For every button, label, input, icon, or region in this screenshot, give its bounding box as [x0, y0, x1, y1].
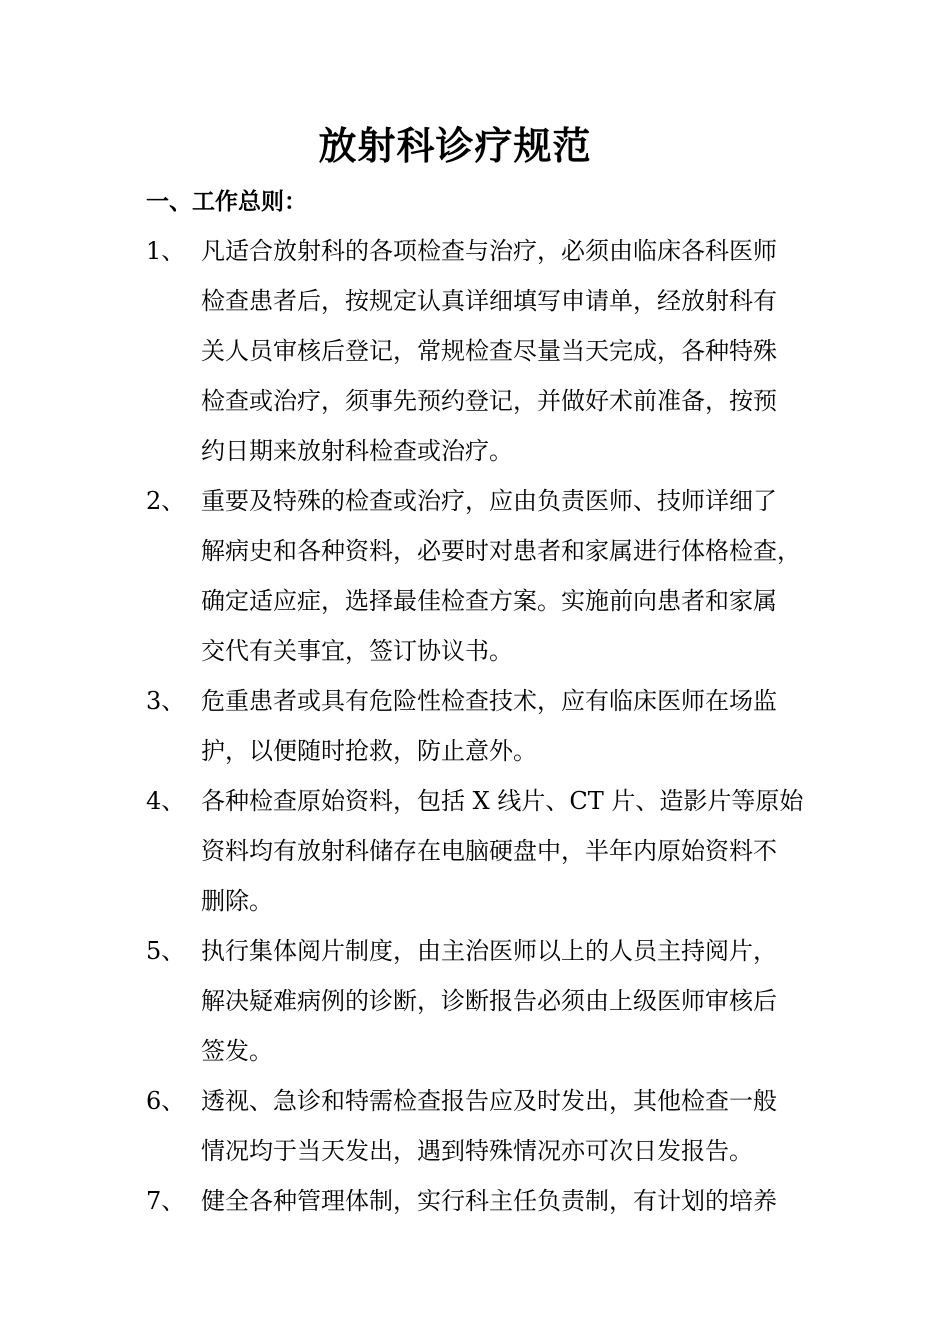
item-line: 危重患者或具有危险性检查技术，应有临床医师在场监: [201, 687, 777, 715]
page-title: 放射科诊疗规范: [318, 124, 592, 168]
item-line: 约日期来放射科检查或治疗。: [201, 437, 513, 465]
item-line: 情况均于当天发出，遇到特殊情况亦可次日发报告。: [201, 1137, 753, 1165]
item-line: 资料均有放射科储存在电脑硬盘中，半年内原始资料不: [201, 837, 777, 865]
item-line: 透视、急诊和特需检查报告应及时发出，其他检查一般: [201, 1087, 777, 1115]
list-item: [0, 476, 950, 676]
item-text: [201, 676, 815, 776]
item-text: [201, 226, 815, 476]
item-number: 5、: [146, 937, 186, 965]
list-item: [0, 1176, 950, 1226]
item-line: 关人员审核后登记，常规检查尽量当天完成，各种特殊: [201, 337, 777, 365]
list-item: [0, 776, 950, 926]
item-line: 签发。: [201, 1037, 273, 1065]
item-text: [201, 1076, 815, 1176]
item-number: 1、: [146, 237, 186, 265]
rules-list: [0, 226, 950, 1226]
item-line: 各种检查原始资料，包括 X 线片、CT 片、造影片等原始: [201, 787, 804, 815]
list-item: [0, 926, 950, 1076]
item-text: [201, 926, 815, 1076]
item-line: 删除。: [201, 887, 273, 915]
item-number: 6、: [146, 1087, 186, 1115]
list-item: [0, 1076, 950, 1176]
item-text: [201, 476, 815, 676]
item-line: 护，以便随时抢救，防止意外。: [201, 737, 537, 765]
item-number: 2、: [146, 487, 186, 515]
section-heading: 一、工作总则：: [146, 189, 307, 215]
item-line: 确定适应症，选择最佳检查方案。实施前向患者和家属: [201, 587, 777, 615]
item-text: [201, 776, 815, 926]
item-line: 检查或治疗，须事先预约登记，并做好术前准备，按预: [201, 387, 777, 415]
list-item: [0, 226, 950, 476]
item-line: 健全各种管理体制，实行科主任负责制，有计划的培养: [201, 1187, 777, 1215]
item-line: 凡适合放射科的各项检查与治疗，必须由临床各科医师: [201, 237, 777, 265]
item-line: 解病史和各种资料，必要时对患者和家属进行体格检查，: [201, 537, 801, 565]
list-item: [0, 676, 950, 776]
item-line: 执行集体阅片制度，由主治医师以上的人员主持阅片，: [201, 937, 777, 965]
item-line: 解决疑难病例的诊断，诊断报告必须由上级医师审核后: [201, 987, 777, 1015]
item-line: 检查患者后，按规定认真详细填写申请单，经放射科有: [201, 287, 777, 315]
item-number: 3、: [146, 687, 186, 715]
item-number: 7、: [146, 1187, 186, 1215]
item-text: [201, 1176, 815, 1226]
item-line: 交代有关事宜，签订协议书。: [201, 637, 513, 665]
item-number: 4、: [146, 787, 186, 815]
item-line: 重要及特殊的检查或治疗，应由负责医师、技师详细了: [201, 487, 777, 515]
